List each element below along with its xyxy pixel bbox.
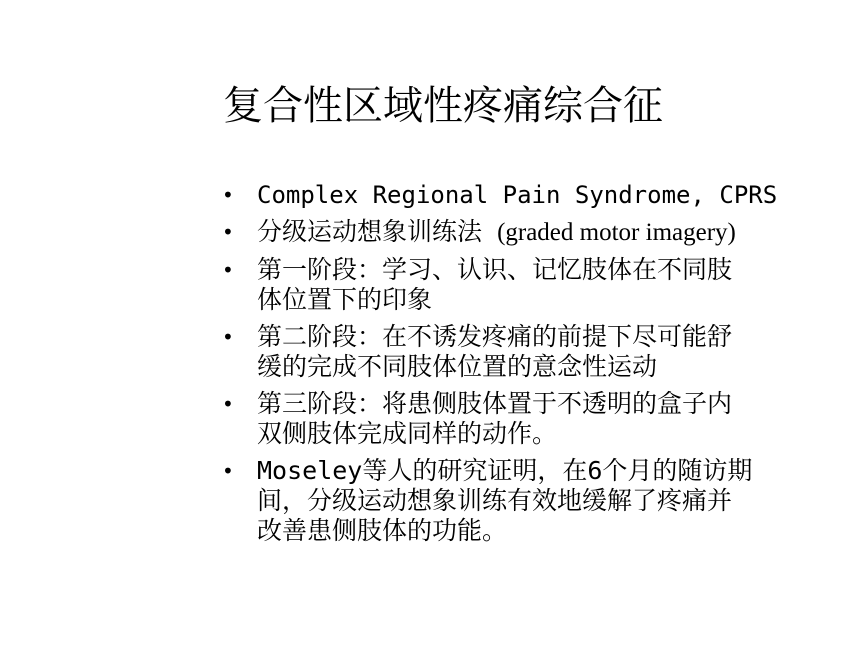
bullet-item-3 — [222, 255, 822, 315]
bullet-text: Complex Regional Pain Syndrome, CPRS — [257, 181, 778, 209]
bullet-marker: • — [222, 392, 234, 416]
bullet-line-1: 第二阶段：在不诱发疼痛的前提下尽可能舒 — [257, 322, 733, 351]
bullet-marker: • — [222, 459, 234, 483]
bullet-item-5 — [222, 389, 822, 449]
bullet-marker: • — [222, 325, 234, 349]
bullet-line-1: 第一阶段：学习、认识、记忆肢体在不同肢 — [257, 255, 733, 284]
bullet-line-2: 间，分级运动想象训练有效地缓解了疼痛并 — [257, 486, 733, 515]
bullet-marker: • — [222, 220, 234, 244]
bullet-text-en: (graded motor imagery) — [497, 219, 736, 246]
bullet-text-cn: 分级运动想象训练法 — [257, 217, 498, 246]
bullet-text — [257, 217, 822, 248]
bullet-marker: • — [222, 183, 234, 207]
bullet-item-6 — [222, 456, 822, 546]
bullet-line-2: 体位置下的印象 — [257, 285, 433, 314]
bullet-item-1 — [222, 180, 822, 210]
bullet-line-2: 缓的完成不同肢体位置的意念性运动 — [257, 352, 658, 381]
bullet-line-1: 第三阶段：将患侧肢体置于不透明的盒子内 — [257, 389, 733, 418]
slide-title: 复合性区域性疼痛综合征 — [223, 83, 663, 129]
bullet-line-2: 双侧肢体完成同样的动作。 — [257, 419, 558, 448]
bullet-marker: • — [222, 258, 234, 282]
bullet-line-1: Moseley等人的研究证明，在6个月的随访期 — [257, 456, 753, 485]
bullet-list — [222, 180, 822, 553]
bullet-item-2 — [222, 217, 822, 248]
bullet-line-3: 改善患侧肢体的功能。 — [257, 516, 508, 545]
bullet-item-4 — [222, 322, 822, 382]
